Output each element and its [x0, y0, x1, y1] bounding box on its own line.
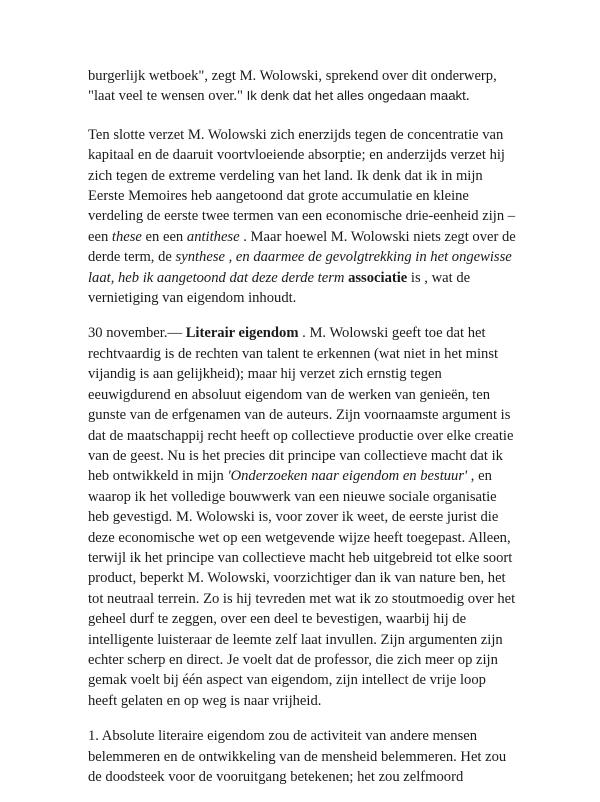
bold-literair-eigendom: Literair eigendom [185, 325, 299, 342]
document-page [88, 66, 518, 802]
italic-antithese: antithese [186, 228, 240, 245]
italic-book-title: 'Onderzoeken naar eigendom en bestuur' [227, 468, 468, 485]
italic-synthese: synthese , en daarmee de gevolgtrekking in het ongewisse laat, heb ik aangetoond dat deze derde term [88, 249, 512, 286]
bold-associatie: associatie [348, 269, 408, 286]
text-segment: 1. Absolute literaire eigendom zou de activiteit van andere mensen belemmeren en de ontwikkeling van de mensheid belemmeren. Het zou de doodsteek voor de vooruitgang betekenen; het zou zelfmoord [88, 728, 507, 785]
text-segment: . [465, 88, 470, 105]
paragraph-concentration [88, 125, 518, 309]
text-segment: is , wat de vernietiging van eigendom inhoudt. [88, 269, 471, 307]
text-segment-sans: Ik denk dat het alles ongedaan maakt [246, 88, 466, 104]
paragraph-wetboek-quote [88, 66, 518, 107]
text-segment: en een [141, 228, 187, 245]
text-segment: . M. Wolowski geeft toe dat het rechtvaardig is de rechten van talent te erkennen (wat niet in het minst vijandig is aan gelijkheid); maar hij verzet zich ernstig tegen eeuwigdurend en absoluut eigendom van de werken van genieën, ten gunste van de erfgenamen van de auteurs. Zijn voornaamste argument is dat de maatschappij recht heeft op collectieve productie over elke creatie van de geest. Nu is het precies dit principe van collectieve macht dat ik heb ontwikkeld in mijn [88, 325, 514, 485]
italic-these: these [111, 228, 142, 245]
text-segment: Ten slotte verzet M. Wolowski zich enerzijds tegen de concentratie van kapitaal en de daaruit voortvloeiende absorptie; en anderzijds verzet hij zich tegen de extreme verdeling van het land. Ik denk dat ik in mijn Eerste Memoires heb aangetoond dat grote accumulatie en kleine verdeling de eerste twee termen van een economische drie-eenheid zijn – een [88, 126, 516, 245]
text-segment: . Maar hoewel M. Wolowski niets zegt over de derde term, de [88, 228, 516, 266]
text-segment: , en waarop ik het volledige bouwwerk van een nieuwe sociale organisatie heb gevestigd. M. Wolowski is, voor zover ik weet, de eerste jurist die deze economische wet op een wetgevende wijze heeft toegepast. Alleen, terwijl ik het principe van collectieve macht heb uitgebreid tot elke soort product, beperkt M. Wolowski, voorzichtiger dan ik van nature ben, het tot neutraal terrein. Zo is hij tevreden met wat ik zo stoutmoedig over het geheel durf te zeggen, over een deel te bevestigen, waarbij hij de intelligente luisteraar de leemte zelf laat invullen. Zijn argumenten zijn echter scherp en direct. Je voelt dat de professor, die zich meer op zijn gemak voelt bij één aspect van eigendom, zijn intellect de vrije loop heeft gelaten en op weg is naar vrijheid. [88, 468, 516, 709]
paragraph-literair-eigendom [88, 323, 518, 711]
text-segment: 30 november.— [88, 325, 186, 342]
text-segment: burgerlijk wetboek", zegt M. Wolowski, sprekend over dit onderwerp, "laat veel te wensen over." [88, 68, 497, 105]
paragraph-point-one [88, 726, 518, 787]
